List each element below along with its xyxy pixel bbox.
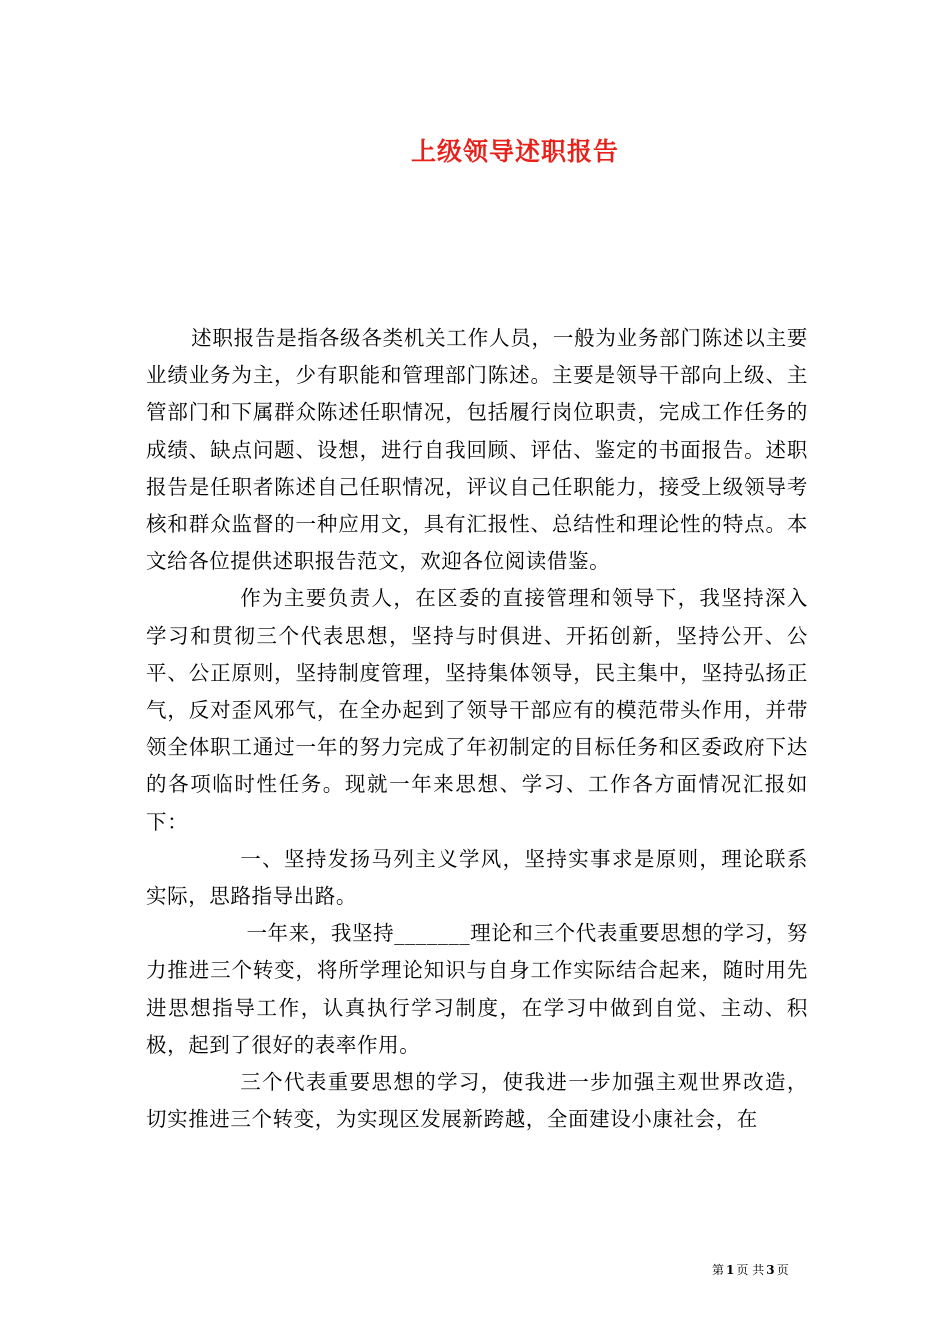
paragraph-continued: 三个代表重要思想的学习，使我进一步加强主观世界改造，切实推进三个转变，为实现区发展新跨越，全面建设小康社会，在 — [146, 1070, 808, 1132]
paragraph-intro: 述职报告是指各级各类机关工作人员，一般为业务部门陈述以主要业绩业务为主，少有职能和管理部门陈述。主要是领导干部向上级、主管部门和下属群众陈述任职情况，包括履行岗位职责，完成工作任务的成绩、缺点问题、设想，进行自我回顾、评估、鉴定的书面报告。述职报告是任职者陈述自己任职情况，评议自己任职能力，接受上级领导考核和群众监督的一种应用文，具有汇报性、总结性和理论性的特点。本文给各位提供述职报告范文，欢迎各位阅读借鉴。 — [146, 326, 808, 574]
page-title: 上级领导述职报告 — [410, 137, 619, 166]
footer-current-page: 1 — [726, 1263, 735, 1277]
footer-middle: 页 共 — [736, 1263, 765, 1277]
paragraph-section-heading: 一、坚持发扬马列主义学风，坚持实事求是原则，理论联系实际，思路指导出路。 — [146, 846, 808, 909]
document-body — [146, 320, 808, 1138]
paragraph-study: 一年来，我坚持_______理论和三个代表重要思想的学习，努力推进三个转变，将所学理论知识与自身工作实际结合起来，随时用先进思想指导工作，认真执行学习制度，在学习中做到自觉、主动、积极，起到了很好的表率作用。 — [146, 921, 808, 1057]
footer-total-pages: 3 — [766, 1263, 775, 1277]
page-number-footer — [712, 1262, 832, 1278]
paragraph-overview: 作为主要负责人，在区委的直接管理和领导下，我坚持深入学习和贯彻三个代表思想，坚持与时俱进、开拓创新，坚持公开、公平、公正原则，坚持制度管理，坚持集体领导，民主集中，坚持弘扬正气，反对歪风邪气，在全办起到了领导干部应有的模范带头作用，并带领全体职工通过一年的努力完成了年初制定的目标任务和区委政府下达的各项临时性任务。现就一年来思想、学习、工作各方面情况汇报如下： — [146, 586, 808, 834]
footer-prefix: 第 — [712, 1263, 725, 1277]
footer-suffix: 页 — [776, 1263, 789, 1277]
